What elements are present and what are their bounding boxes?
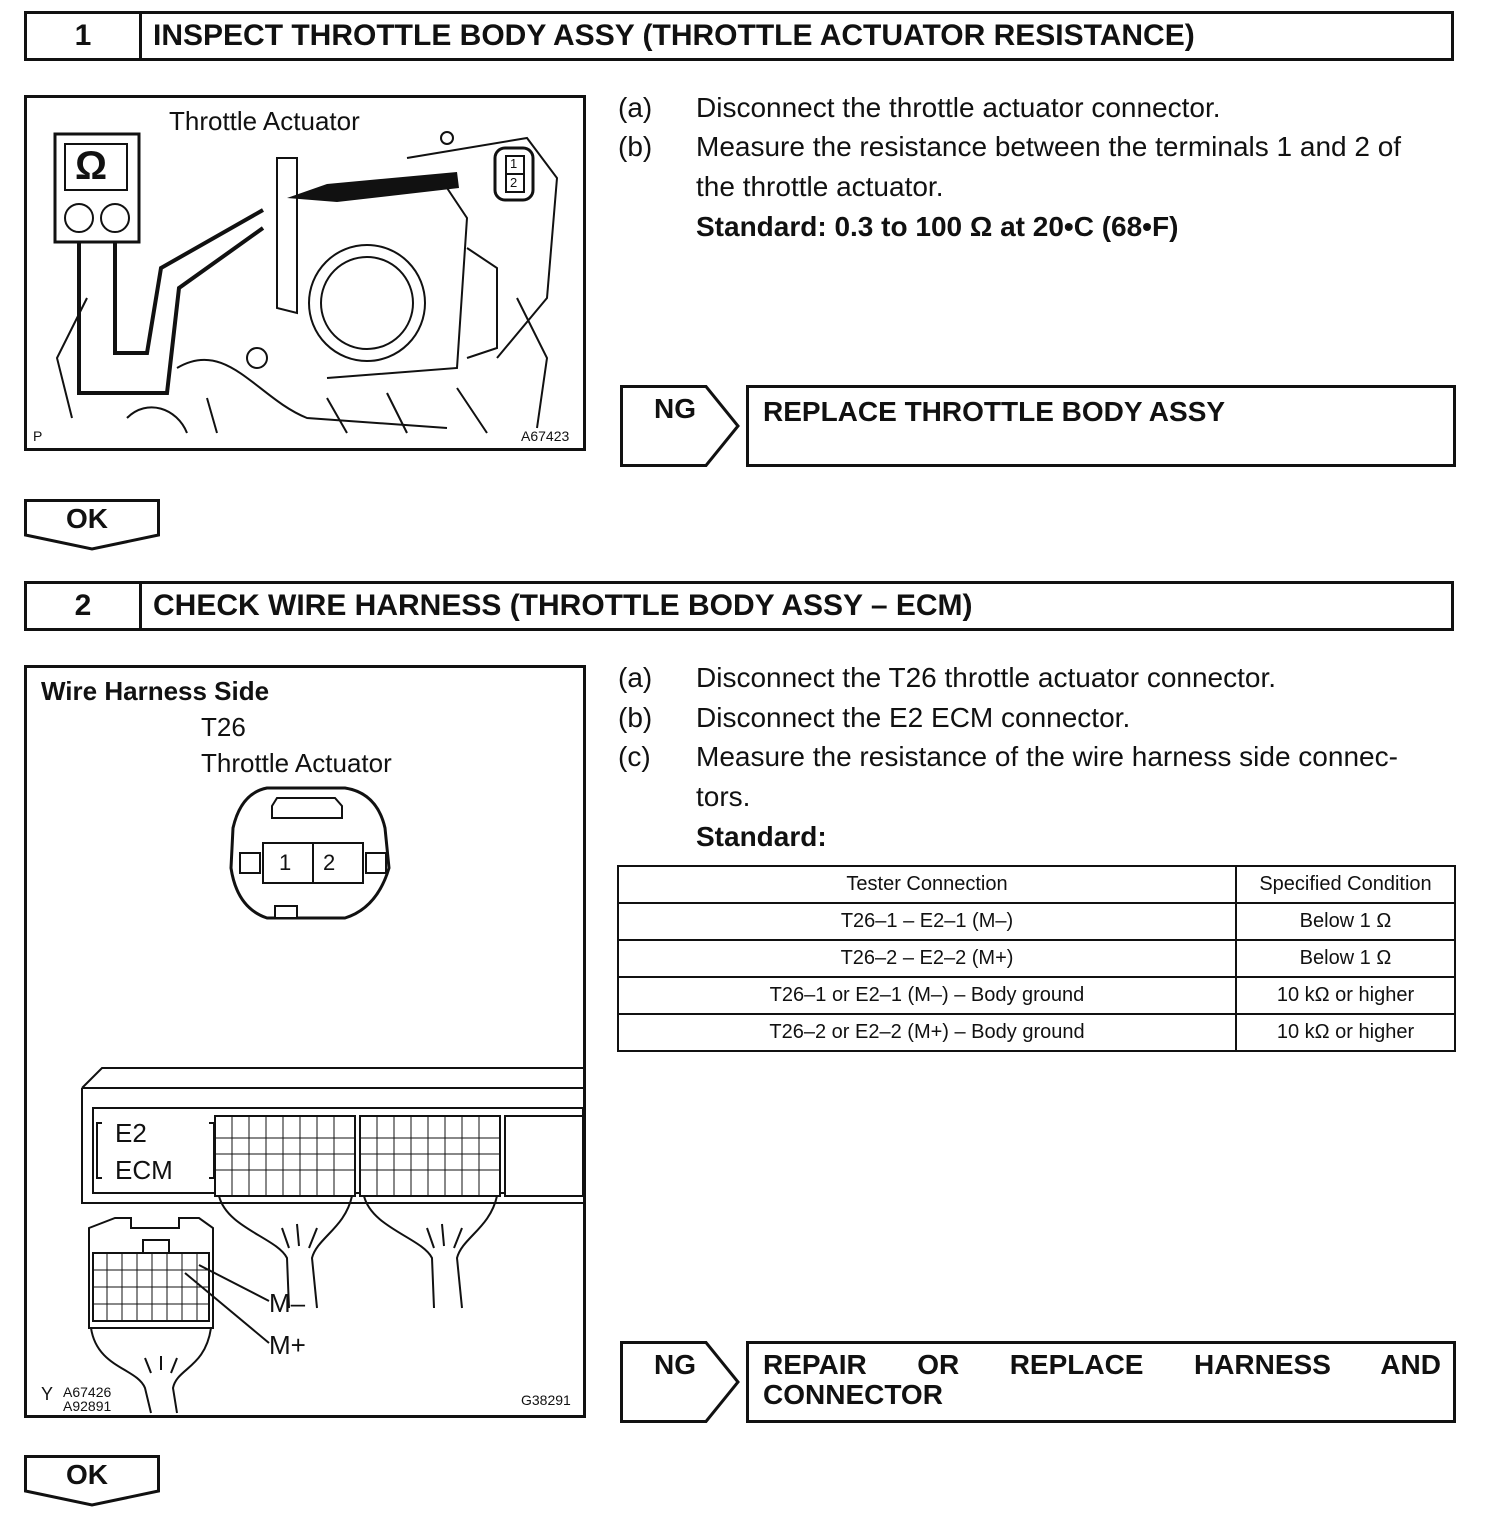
step2-figure: [24, 665, 586, 1418]
instruction-text: Measure the resistance between the terminals 1 and 2 of: [696, 131, 1402, 162]
table-row: [618, 940, 1455, 977]
table-row: [618, 903, 1455, 940]
instruction-text: Disconnect the T26 throttle actuator connector.: [696, 662, 1277, 693]
instruction-label: (a): [618, 662, 653, 693]
table-cell: Below 1 Ω: [1236, 903, 1455, 940]
m-minus-label: M–: [269, 1288, 306, 1318]
instruction-label: (a): [618, 92, 653, 123]
connector-pin-1: 1: [279, 850, 292, 875]
wire-harness-side-label: Wire Harness Side: [41, 676, 270, 706]
figure-corner-mark: P: [33, 428, 43, 444]
table-cell: T26–2 – E2–2 (M+): [618, 940, 1236, 977]
step2-number: 2: [27, 584, 142, 628]
step2-title: CHECK WIRE HARNESS (THROTTLE BODY ASSY – ECM): [153, 589, 973, 622]
figure-code: A92891: [63, 1398, 112, 1414]
table-cell: 10 kΩ or higher: [1236, 977, 1455, 1014]
ng-label: NG: [654, 393, 696, 424]
ng-action-text-cont: CONNECTOR: [763, 1379, 943, 1410]
instruction-text: Measure the resistance of the wire harness side connec-: [696, 741, 1398, 772]
ohm-icon: Ω: [75, 144, 108, 188]
table-row: [618, 977, 1455, 1014]
table-header: Tester Connection: [618, 866, 1236, 903]
ng-action-text: REPAIR OR REPLACE HARNESS AND: [763, 1349, 1441, 1380]
instruction-text-cont: tors.: [696, 781, 751, 812]
step2-header: [24, 581, 1454, 631]
table-cell: T26–1 – E2–1 (M–): [618, 903, 1236, 940]
instruction-text-cont: the throttle actuator.: [696, 171, 944, 202]
table-cell: T26–1 or E2–1 (M–) – Body ground: [618, 977, 1236, 1014]
connector-pin-2: 2: [323, 850, 336, 875]
figure-code: A67423: [521, 428, 570, 444]
step1-figure: [24, 95, 586, 451]
ng-label: NG: [654, 1349, 696, 1380]
table-cell: 10 kΩ or higher: [1236, 1014, 1455, 1051]
throttle-actuator-label: Throttle Actuator: [169, 106, 360, 136]
step1-title: INSPECT THROTTLE BODY ASSY (THROTTLE ACTUATOR RESISTANCE): [153, 19, 1195, 52]
ng-action-text: REPLACE THROTTLE BODY ASSY: [763, 396, 1226, 427]
table-header-row: [618, 866, 1455, 903]
ok-label: OK: [66, 503, 108, 534]
standard-table: [617, 865, 1456, 1052]
standard-spec: Standard: 0.3 to 100 Ω at 20•C (68•F): [696, 211, 1179, 242]
step1-number: 1: [27, 14, 142, 58]
figure-code: A67426: [63, 1384, 112, 1400]
t26-label: T26: [201, 712, 246, 742]
connector-pin-1: 1: [510, 156, 518, 171]
step1-header: [24, 11, 1454, 61]
throttle-actuator-label: Throttle Actuator: [201, 748, 392, 778]
ok-indicator: [24, 1455, 160, 1507]
instruction-label: (b): [618, 702, 653, 733]
ok-indicator: [24, 499, 160, 551]
ng-action-box: [746, 385, 1456, 467]
ecm-label: ECM: [115, 1155, 173, 1185]
instruction-text: Disconnect the E2 ECM connector.: [696, 702, 1131, 733]
ng-indicator: [620, 1341, 740, 1423]
standard-label: Standard:: [696, 821, 827, 852]
m-plus-label: M+: [269, 1330, 306, 1360]
table-row: [618, 1014, 1455, 1051]
table-header: Specified Condition: [1236, 866, 1455, 903]
table-cell: T26–2 or E2–2 (M+) – Body ground: [618, 1014, 1236, 1051]
instruction-label: (c): [618, 741, 651, 772]
table-cell: Below 1 Ω: [1236, 940, 1455, 977]
ok-label: OK: [66, 1459, 108, 1490]
ng-indicator: [620, 385, 740, 467]
instruction-text: Disconnect the throttle actuator connector.: [696, 92, 1221, 123]
e2-label: E2: [115, 1118, 147, 1148]
ng-action-box: [746, 1341, 1456, 1423]
instruction-label: (b): [618, 131, 653, 162]
throttle-actuator-illustration: [27, 98, 583, 448]
figure-corner-mark: Y: [41, 1384, 54, 1404]
connector-pin-2: 2: [510, 175, 518, 190]
figure-code: G38291: [521, 1392, 571, 1408]
